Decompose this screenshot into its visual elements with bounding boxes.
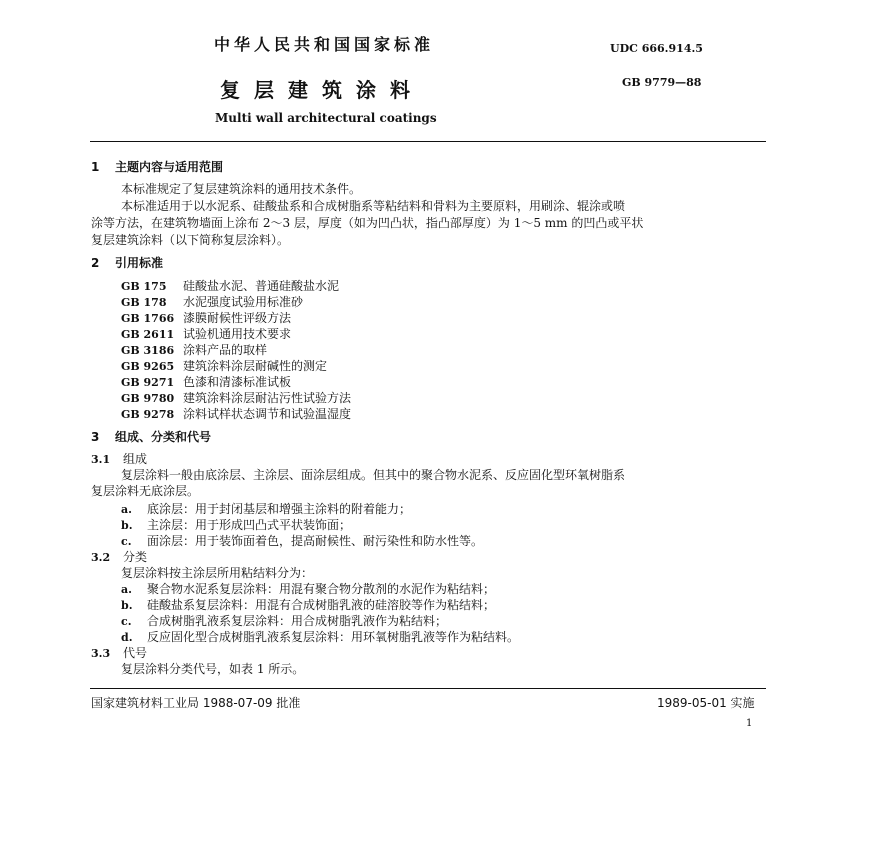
reference-code: GB 178 xyxy=(121,296,167,309)
reference-item xyxy=(121,373,291,390)
reference-title: 涂料产品的取样 xyxy=(183,343,268,357)
section-number: 2 xyxy=(91,256,100,270)
list-item xyxy=(121,612,447,629)
section-title: 组成、分类和代号 xyxy=(115,430,212,444)
reference-code: GB 1766 xyxy=(121,312,175,325)
reference-code: GB 9265 xyxy=(121,360,175,373)
subsection-number: 3.1 xyxy=(91,453,111,466)
reference-title: 色漆和清漆标准试板 xyxy=(183,375,292,389)
reference-item xyxy=(121,309,291,326)
paragraph-line: 复层涂料一般由底涂层、主涂层、面涂层组成。但其中的聚合物水泥系、反应固化型环氧树脂系 xyxy=(121,468,626,482)
list-text: 聚合物水泥系复层涂料：用混有聚合物分散剂的水泥作为粘结料； xyxy=(147,582,496,596)
reference-title: 水泥强度试验用标准砂 xyxy=(183,295,304,309)
reference-title: 试验机通用技术要求 xyxy=(183,327,292,341)
list-text: 面涂层：用于装饰面着色，提高耐候性、耐污染性和防水性等。 xyxy=(147,534,484,548)
subsection-3-2-heading xyxy=(91,548,147,565)
list-letter: c. xyxy=(121,615,132,628)
reference-title: 涂料试样状态调节和试验温湿度 xyxy=(183,407,352,421)
paragraph-line: 本标准适用于以水泥系、硅酸盐系和合成树脂系等粘结料和骨料为主要原料，用刷涂、辊涂或喷 xyxy=(121,199,626,213)
reference-title: 建筑涂料涂层耐碱性的测定 xyxy=(183,359,328,373)
udc-number: UDC 666.914.5 xyxy=(610,42,703,55)
list-text: 底涂层：用于封闭基层和增强主涂料的附着能力； xyxy=(147,502,412,516)
section-number: 1 xyxy=(91,160,100,174)
reference-code: GB 2611 xyxy=(121,328,175,341)
section-title: 引用标准 xyxy=(115,256,164,270)
bottom-rule xyxy=(90,688,766,689)
paragraph-line: 涂等方法，在建筑物墙面上涂布 2～3 层，厚度（如为凹凸状，指凸部厚度）为 1～5 mm 的凹凸或平状 xyxy=(91,216,644,230)
reference-code: GB 9278 xyxy=(121,408,175,421)
national-standard-title: 中华人民共和国国家标准 xyxy=(214,35,435,54)
reference-title: 漆膜耐候性评级方法 xyxy=(183,311,292,325)
list-item xyxy=(121,596,495,613)
approval-line: 国家建筑材料工业局 1988-07-09 批准 xyxy=(91,696,301,710)
list-item xyxy=(121,532,483,549)
list-text: 反应固化型合成树脂乳液系复层涂料：用环氧树脂乳液等作为粘结料。 xyxy=(147,630,520,644)
list-letter: a. xyxy=(121,503,132,516)
page-number: 1 xyxy=(746,718,753,729)
list-letter: d. xyxy=(121,631,133,644)
paragraph: 本标准规定了复层建筑涂料的通用技术条件。 xyxy=(121,182,362,196)
list-letter: a. xyxy=(121,583,132,596)
gb-number: GB 9779—88 xyxy=(622,76,702,89)
section-number: 3 xyxy=(91,430,100,444)
reference-item xyxy=(121,389,351,406)
reference-title: 建筑涂料涂层耐沾污性试验方法 xyxy=(183,391,352,405)
subsection-3-1-heading xyxy=(91,450,147,467)
subsection-3-3-heading xyxy=(91,644,147,661)
list-item xyxy=(121,628,519,645)
effective-date: 1989-05-01 实施 xyxy=(657,696,755,710)
paragraph-line: 复层涂料无底涂层。 xyxy=(91,484,200,498)
section-3-heading xyxy=(91,428,211,445)
reference-item xyxy=(121,325,291,342)
list-letter: c. xyxy=(121,535,132,548)
reference-item xyxy=(121,277,339,294)
list-item xyxy=(121,500,411,517)
reference-code: GB 3186 xyxy=(121,344,175,357)
paragraph-line: 复层涂料按主涂层所用粘结料分为： xyxy=(121,566,314,580)
reference-item xyxy=(121,405,351,422)
section-2-heading xyxy=(91,254,163,271)
subsection-title: 分类 xyxy=(123,550,148,564)
subsection-number: 3.3 xyxy=(91,647,111,660)
list-letter: b. xyxy=(121,599,133,612)
list-text: 合成树脂乳液系复层涂料：用合成树脂乳液作为粘结料； xyxy=(147,614,448,628)
section-title: 主题内容与适用范围 xyxy=(115,160,224,174)
list-text: 主涂层：用于形成凹凸式平状装饰面； xyxy=(147,518,352,532)
list-item xyxy=(121,516,351,533)
document-title-cn: 复层建筑涂料 xyxy=(220,78,424,102)
reference-item xyxy=(121,341,267,358)
list-text: 硅酸盐系复层涂料：用混有合成树脂乳液的硅溶胶等作为粘结料； xyxy=(147,598,496,612)
paragraph-line: 复层涂料分类代号，如表 1 所示。 xyxy=(121,662,305,676)
reference-code: GB 175 xyxy=(121,280,167,293)
top-rule xyxy=(90,141,766,142)
reference-code: GB 9271 xyxy=(121,376,175,389)
reference-item xyxy=(121,293,303,310)
section-1-heading xyxy=(91,158,223,175)
list-item xyxy=(121,580,495,597)
paragraph-line: 复层建筑涂料（以下简称复层涂料）。 xyxy=(91,233,290,247)
reference-title: 硅酸盐水泥、普通硅酸盐水泥 xyxy=(183,279,340,293)
list-letter: b. xyxy=(121,519,133,532)
subsection-title: 组成 xyxy=(123,452,148,466)
document-title-en: Multi wall architectural coatings xyxy=(215,111,437,125)
subsection-title: 代号 xyxy=(123,646,148,660)
reference-item xyxy=(121,357,327,374)
reference-code: GB 9780 xyxy=(121,392,175,405)
subsection-number: 3.2 xyxy=(91,551,111,564)
